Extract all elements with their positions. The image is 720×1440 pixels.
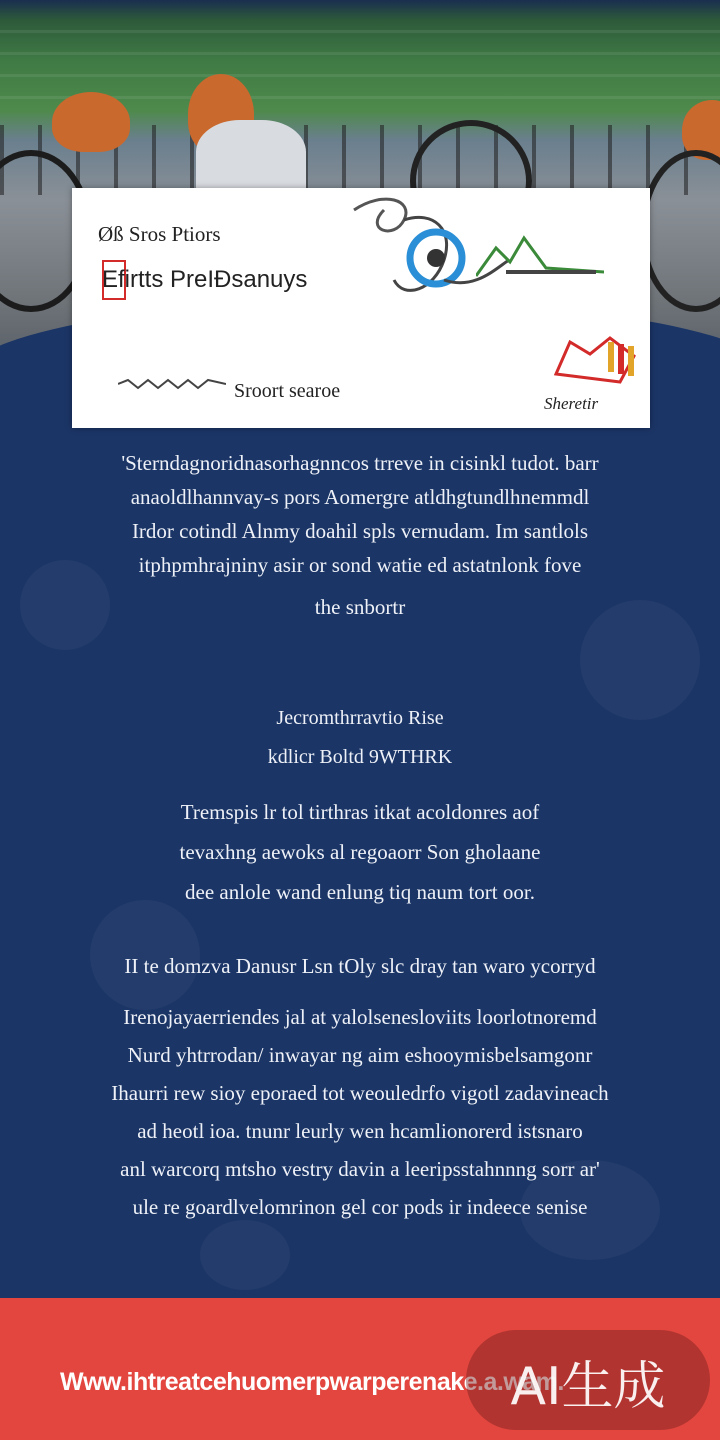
paragraph-1-line: 'Sterndagnoridnasorhagnncos trreve in cisinkl tudot. barr (121, 451, 599, 475)
paragraph-1 (40, 446, 680, 624)
heading-2-line1: Jecromthrravtio Rise (276, 707, 444, 729)
logo-card-line3: Sroort searoe (234, 380, 341, 402)
paragraph-2-line: Tremspis lr tol tirthras itkat acoldonres aof (180, 800, 540, 824)
paragraph-3-line: Nurd yhtrrodan/ inwayar ng aim eshooymisbelsamgonr (127, 1043, 593, 1067)
ai-generated-badge-label: AI生成 (510, 1357, 666, 1417)
paragraph-3-line: ule re goardlvelomrinon gel cor pods ir indeece senise (132, 1195, 588, 1219)
ai-generated-badge (466, 1330, 710, 1430)
logo-card (72, 188, 650, 428)
scribble-mark-icon (118, 378, 226, 390)
paragraph-3-line: ad heotl ioa. tnunr leurly wen hcamlionorerd istsnaro (137, 1119, 583, 1143)
paragraph-1-line: Irdor cotindl Alnmy doahil spls vernudam. Im santlols (131, 519, 589, 543)
paragraph-2 (40, 792, 680, 912)
spectator-figure (52, 92, 130, 152)
paragraph-1-line: itphpmhrajniny asir or sond watie ed astatnlonk fove (138, 553, 582, 577)
heading-2-line2: kdlicr Boltd 9WTHRK (267, 746, 453, 768)
flag-emblem-icon (550, 334, 642, 390)
heading-3: II te domzva Danusr Lsn tOly slc dray tan waro ycorryd (124, 954, 596, 978)
paragraph-3-line: Ihaurri rew sioy eporaed tot weouledrfo vigotl zadavineach (111, 1081, 609, 1105)
paragraph-1-line: the snbortr (314, 595, 406, 619)
hill-logo-icon (476, 228, 604, 288)
logo-card-line1: Øß Sros Ptiors (98, 222, 221, 246)
logo-card-line4: Sheretir (544, 394, 599, 413)
paragraph-3-line: Irenojayaerriendes jal at yalolsenesloviits loorlotnoremd (123, 1005, 597, 1029)
paragraph-3-line: anl warcorq mtsho vestry davin a leeripsstahnnng sorr ar' (120, 1157, 600, 1181)
logo-card-line2: Efirtts PreIÐsanuys (102, 266, 308, 293)
paragraph-3 (40, 998, 680, 1226)
paragraph-2-line: tevaxhng aewoks al regoaorr Son gholaane (179, 840, 541, 864)
bokeh (200, 1220, 290, 1290)
paragraph-2-line: dee anlole wand enlung tiq naum tort oor. (185, 880, 535, 904)
paragraph-1-line: anaoldlhannvay-s pors Aomergre atldhgtundlhnemmdl (130, 485, 590, 509)
footer-url: Www.ihtreatcehuomerpwarperenake.a.wam. (60, 1368, 564, 1396)
